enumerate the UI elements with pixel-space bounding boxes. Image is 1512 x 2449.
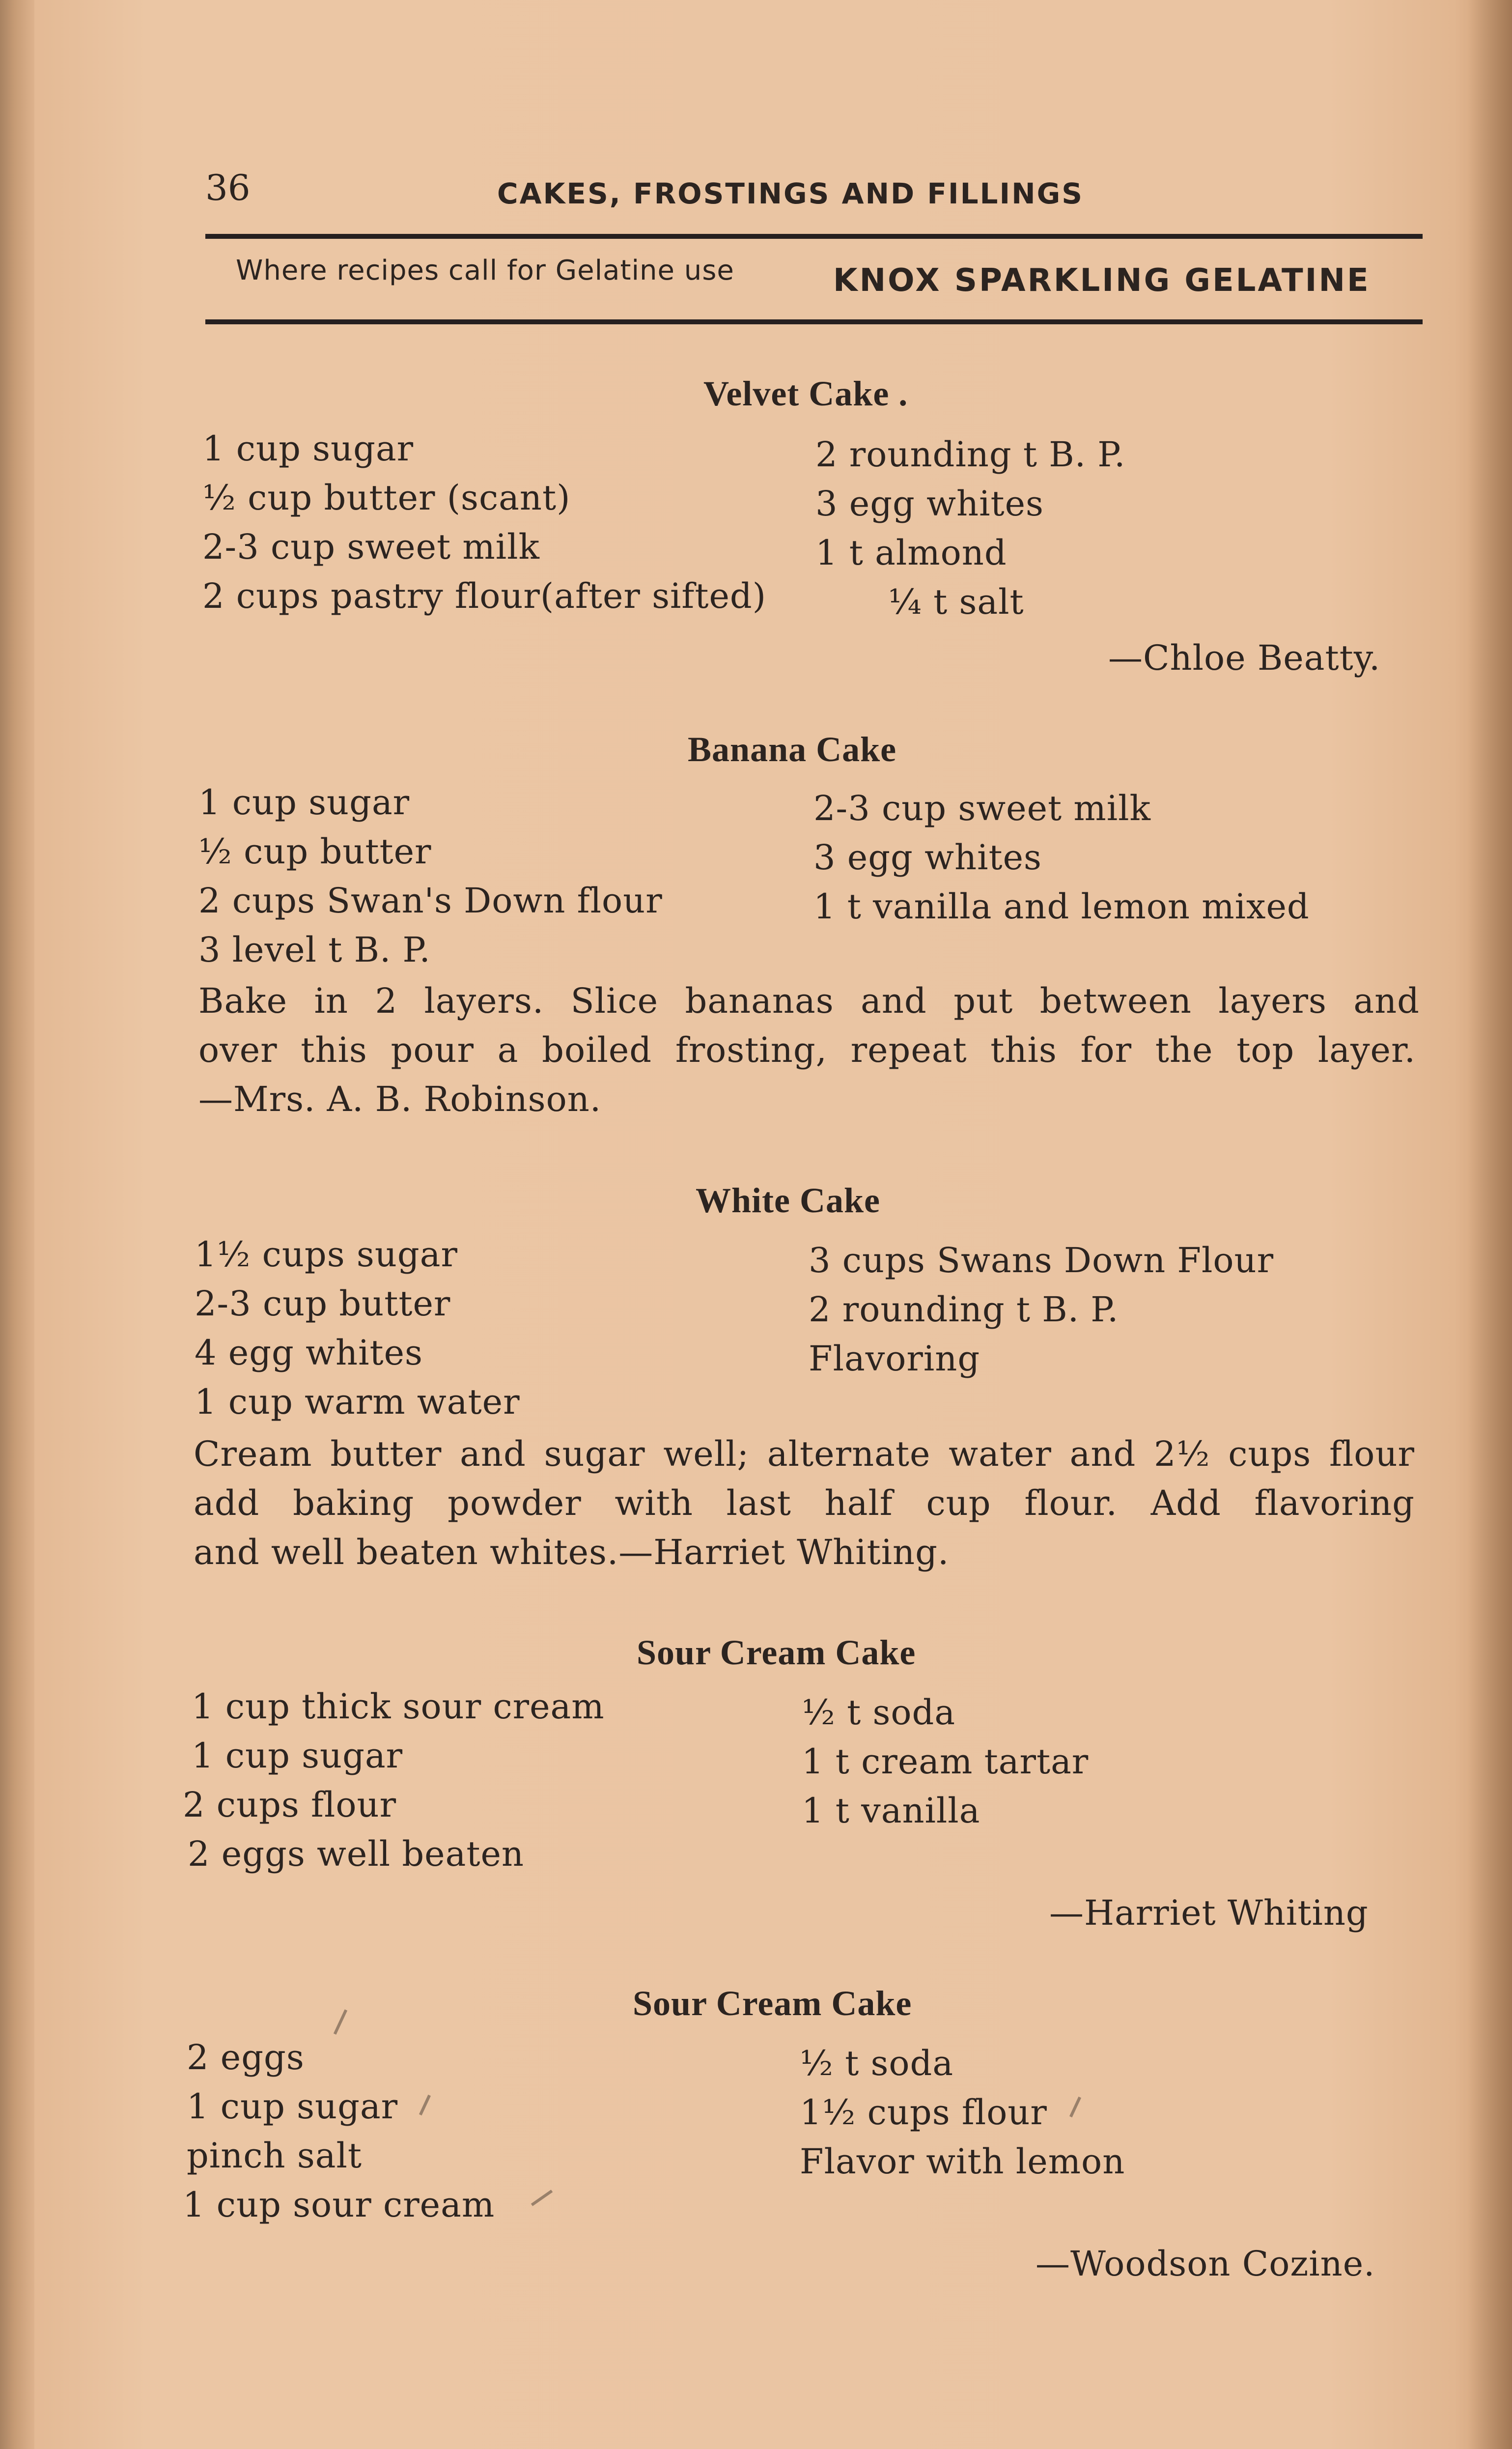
recipe-credit: —Woodson Cozine. — [1036, 2244, 1375, 2284]
ingredient: ½ t soda — [800, 2043, 954, 2083]
banner-prefix: Where recipes call for Gelatine use — [236, 255, 734, 286]
ingredient: 1 t almond — [815, 533, 1007, 573]
recipe-credit: —Mrs. A. B. Robinson. — [198, 1079, 602, 1119]
ingredient: 1½ cups flour — [800, 2092, 1047, 2133]
ingredient: 1 t cream tartar — [802, 1741, 1089, 1782]
ingredient: ½ t soda — [802, 1692, 956, 1733]
pencil-mark — [334, 2009, 347, 2034]
banner-brand: KNOX SPARKLING GELATINE — [833, 262, 1371, 299]
page-number: 36 — [205, 167, 251, 208]
ingredient: 1 cup sugar — [202, 428, 414, 469]
ingredient: 2 cups pastry flour(after sifted) — [202, 576, 767, 616]
ingredient: 1 cup sugar — [198, 782, 410, 823]
ingredient: 3 cups Swans Down Flour — [809, 1240, 1274, 1281]
recipe-credit: —Harriet Whiting — [1049, 1893, 1369, 1933]
ingredient: 2 cups flour — [183, 1785, 397, 1825]
recipe-title: Sour Cream Cake — [637, 1633, 916, 1672]
ingredient: 1 cup sugar — [192, 1736, 403, 1776]
recipe-title: Velvet Cake . — [703, 374, 908, 413]
ingredient: ½ cup butter (scant) — [202, 478, 571, 518]
ingredient: 1½ cups sugar — [195, 1234, 458, 1275]
pencil-mark — [1069, 2097, 1081, 2117]
ingredient: Flavoring — [809, 1338, 980, 1379]
header-rule-top — [205, 234, 1423, 239]
ingredient: 3 egg whites — [815, 484, 1044, 524]
ingredient: ¼ t salt — [888, 582, 1024, 622]
ingredient: 1 cup sour cream — [183, 2185, 495, 2225]
section-title: CAKES, FROSTINGS AND FILLINGS — [497, 177, 1084, 210]
ingredient: 3 egg whites — [813, 837, 1042, 878]
ingredient: 3 level t B. P. — [198, 930, 431, 970]
ingredient: 2 eggs well beaten — [188, 1834, 524, 1874]
recipe-title: Sour Cream Cake — [633, 1984, 912, 2023]
recipe-directions: Cream butter and sugar well; alternate water and 2½ cups flour — [194, 1434, 1415, 1474]
ingredient: 2 cups Swan's Down flour — [198, 881, 663, 921]
ingredient: 1 t vanilla and lemon mixed — [813, 886, 1310, 927]
ingredient: 1 cup warm water — [195, 1382, 520, 1422]
ingredient: 2 rounding t B. P. — [809, 1289, 1119, 1330]
ingredient: 1 cup sugar — [187, 2086, 398, 2127]
recipe-title: White Cake — [696, 1181, 880, 1220]
ingredient: pinch salt — [187, 2136, 362, 2176]
recipe-directions: add baking powder with last half cup flour. Add flavoring — [194, 1483, 1415, 1523]
ingredient: Flavor with lemon — [800, 2141, 1125, 2182]
ingredient: 1 cup thick sour cream — [192, 1686, 605, 1727]
ingredient: 2-3 cup sweet milk — [813, 788, 1151, 828]
pencil-mark — [531, 2190, 553, 2206]
recipe-title: Banana Cake — [688, 730, 897, 769]
page-binding — [0, 0, 34, 2449]
header-rule-bottom — [205, 319, 1423, 324]
page-edge-shadow — [1468, 0, 1512, 2449]
recipe-directions: over this pour a boiled frosting, repeat this for the top layer. — [198, 1030, 1416, 1070]
ingredient: 2-3 cup butter — [195, 1283, 451, 1324]
recipe-directions: Bake in 2 layers. Slice bananas and put between layers and — [198, 981, 1420, 1021]
ingredient: 2 eggs — [187, 2037, 305, 2078]
ingredient: 1 t vanilla — [802, 1791, 980, 1831]
ingredient: 4 egg whites — [195, 1333, 423, 1373]
pencil-mark — [419, 2095, 431, 2115]
ingredient: 2 rounding t B. P. — [815, 434, 1126, 475]
ingredient: ½ cup butter — [198, 831, 432, 872]
recipe-directions: and well beaten whites.—Harriet Whiting. — [194, 1532, 950, 1572]
recipe-credit: —Chloe Beatty. — [1108, 638, 1381, 678]
ingredient: 2-3 cup sweet milk — [202, 527, 540, 567]
